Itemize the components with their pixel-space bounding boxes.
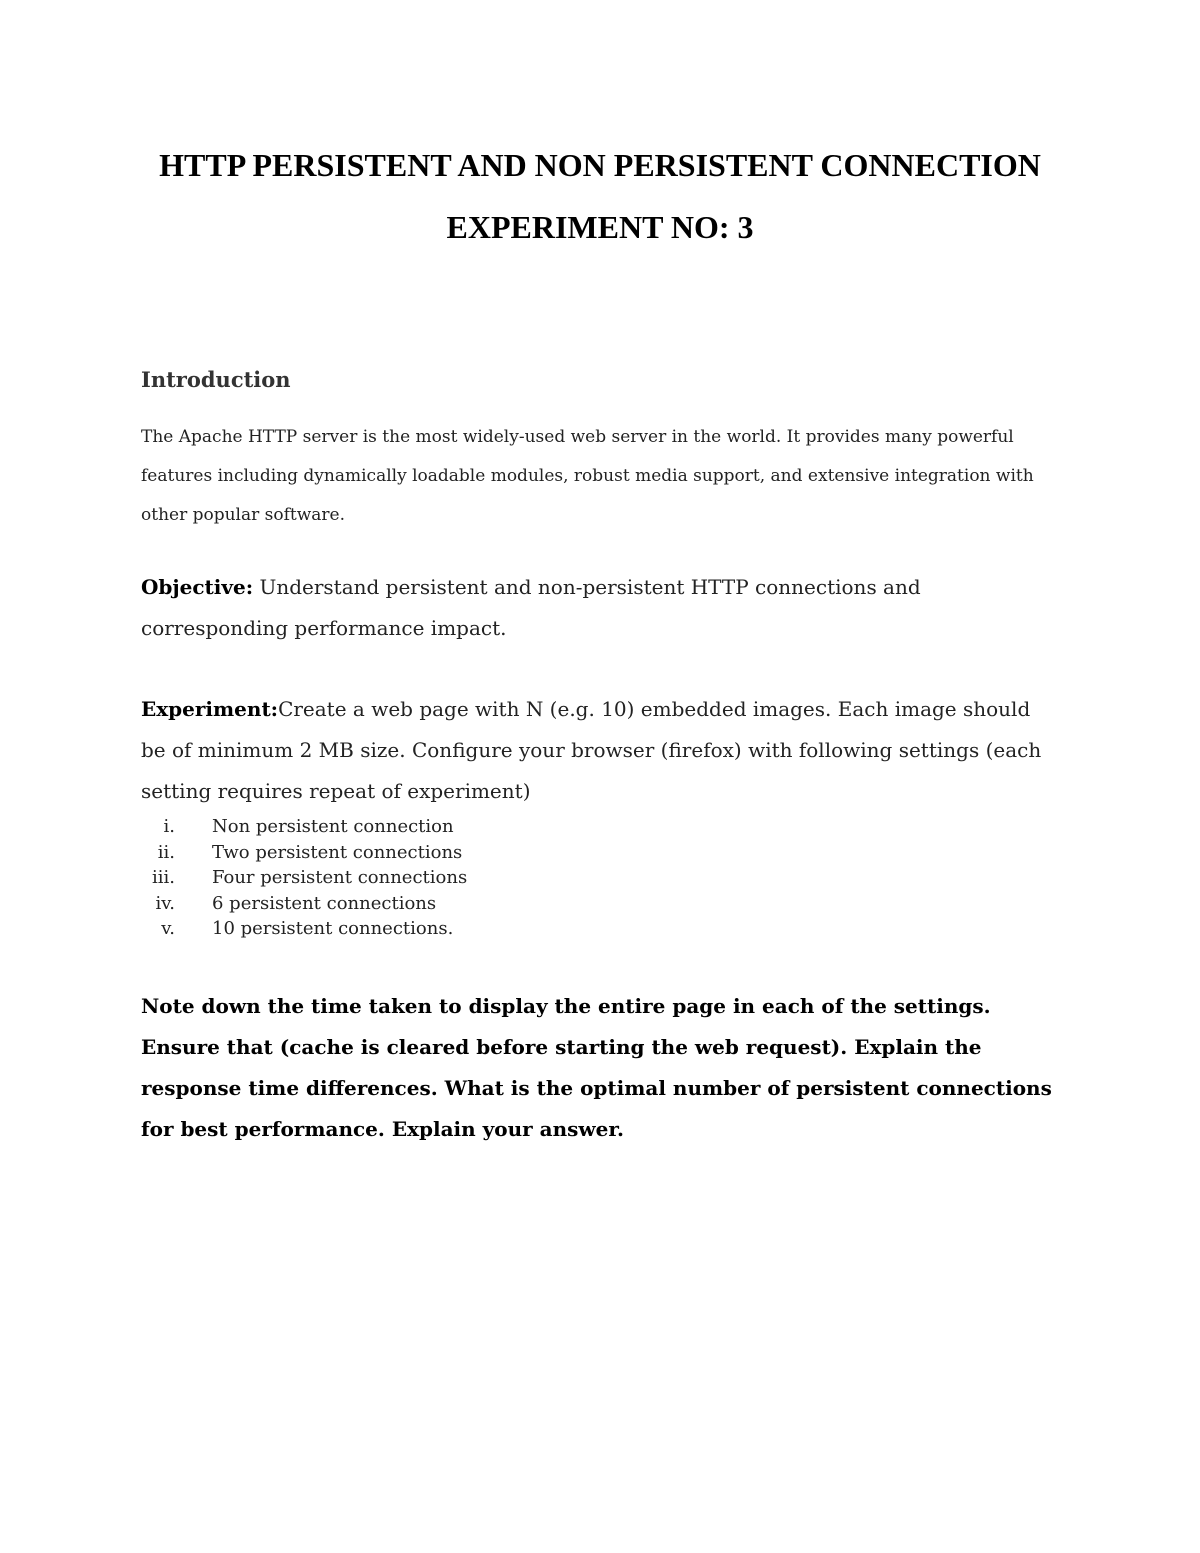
list-item-text: 6 persistent connections	[212, 892, 437, 914]
list-item	[141, 891, 1061, 917]
experiment-label: Experiment:	[141, 697, 279, 721]
list-item	[141, 814, 1061, 840]
list-item-text: Four persistent connections	[212, 867, 468, 888]
list-item-text: Non persistent connection	[212, 816, 454, 837]
experiment-text: Create a web page with N (e.g. 10) embedded images. Each image should be of minimum 2 MB size. Configure your browser (firefox) with following settings (each setting requires repeat of experiment)	[141, 697, 1042, 803]
instructions-note: Note down the time taken to display the entire page in each of the settings. Ensure that (cache is cleared before starting the web request). Explain the response time differences. What is the optimal number of persistent connections for best performance. Explain your answer.	[141, 993, 1052, 1141]
list-item-number: iii.	[152, 867, 175, 888]
objective-label: Objective:	[141, 575, 254, 599]
document-body	[141, 365, 1061, 1150]
list-item	[141, 840, 1061, 866]
experiment-paragraph	[141, 689, 1061, 812]
list-item-number: ii.	[157, 841, 175, 863]
list-item-number: i.	[163, 816, 175, 837]
introduction-text: The Apache HTTP server is the most widely-used web server in the world. It provides many powerful features including dynamically loadable modules, robust media support, and extensive integration with other popular software.	[141, 427, 1034, 525]
title-block	[0, 143, 1200, 249]
introduction-heading: Introduction	[141, 367, 291, 392]
list-item	[141, 916, 1061, 942]
list-item-text: Two persistent connections	[212, 841, 463, 863]
list-item-number: iv.	[155, 892, 175, 914]
experiment-number: EXPERIMENT NO: 3	[446, 209, 754, 245]
objective-text: Understand persistent and non-persistent HTTP connections and corresponding performance impact.	[141, 575, 921, 640]
document-title: HTTP PERSISTENT AND NON PERSISTENT CONNECTION	[159, 147, 1041, 183]
objective-paragraph	[141, 567, 1061, 649]
list-item	[141, 865, 1061, 891]
list-item-number: v.	[161, 918, 175, 939]
settings-list	[141, 814, 1061, 942]
list-item-text: 10 persistent connections.	[212, 918, 454, 939]
